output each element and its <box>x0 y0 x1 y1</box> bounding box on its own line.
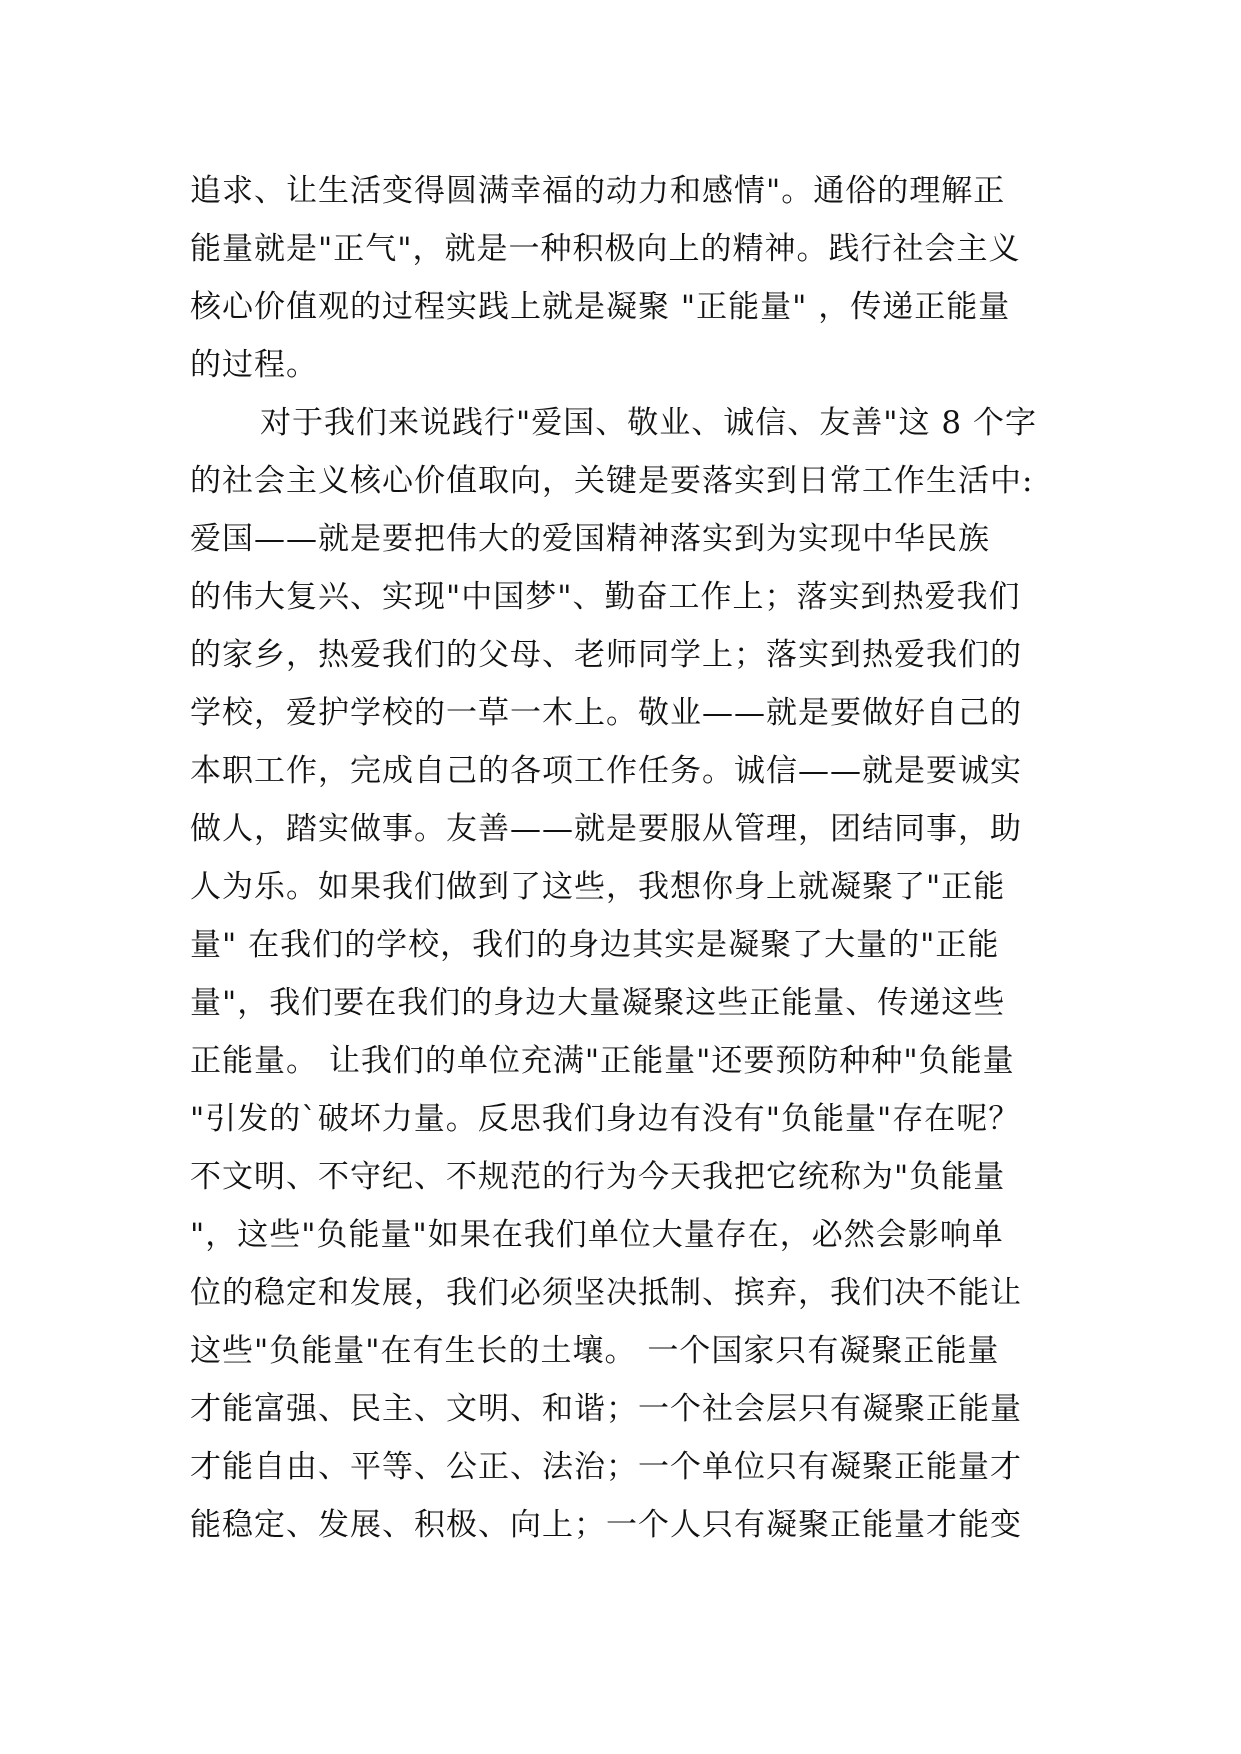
text-line: "，这些"负能量"如果在我们单位大量存在，必然会影响单 <box>190 1217 1004 1253</box>
body-text <box>190 162 1050 1554</box>
text-line: "引发的`破坏力量。反思我们身边有没有"负能量"存在呢？ <box>190 1101 1021 1137</box>
text-line: 正能量。 让我们的单位充满"正能量"还要预防种种"负能量 <box>190 1043 1015 1079</box>
text-line: 位的稳定和发展，我们必须坚决抵制、摈弃，我们决不能让 <box>190 1275 1022 1311</box>
text-line: 才能自由、平等、公正、法治；一个单位只有凝聚正能量才 <box>190 1449 1022 1485</box>
text-line: 学校，爱护学校的一草一木上。敬业——就是要做好自己的 <box>190 695 1022 731</box>
text-line: 的社会主义核心价值取向，关键是要落实到日常工作生活中: <box>190 463 1034 499</box>
text-line: 核心价值观的过程实践上就是凝聚 "正能量" ，传递正能量 <box>190 289 1011 325</box>
text-line: 能量就是"正气"，就是一种积极向上的精神。践行社会主义 <box>190 231 1021 267</box>
text-line: 追求、让生活变得圆满幸福的动力和感情"。通俗的理解正 <box>190 173 1006 209</box>
text-line: 的过程。 <box>190 347 318 383</box>
text-line: 量"，我们要在我们的身边大量凝聚这些正能量、传递这些 <box>190 985 1006 1021</box>
text-line: 的家乡，热爱我们的父母、老师同学上；落实到热爱我们的 <box>190 637 1022 673</box>
text-line: 这些"负能量"在有生长的土壤。 一个国家只有凝聚正能量 <box>190 1333 1000 1369</box>
text-line: 量" 在我们的学校，我们的身边其实是凝聚了大量的"正能 <box>190 927 1000 963</box>
paragraph-first-line: 对于我们来说践行"爱国、敬业、诚信、友善"这 8 个字 <box>260 405 1037 441</box>
text-line: 人为乐。如果我们做到了这些，我想你身上就凝聚了"正能 <box>190 869 1006 905</box>
text-line: 做人，踏实做事。友善——就是要服从管理，团结同事，助 <box>190 811 1022 847</box>
text-line: 的伟大复兴、实现"中国梦"、勤奋工作上；落实到热爱我们 <box>190 579 1021 615</box>
text-line: 才能富强、民主、文明、和谐；一个社会层只有凝聚正能量 <box>190 1391 1022 1427</box>
text-line: 不文明、不守纪、不规范的行为今天我把它统称为"负能量 <box>190 1159 1006 1195</box>
text-line: 能稳定、发展、积极、向上；一个人只有凝聚正能量才能变 <box>190 1507 1022 1543</box>
text-line: 本职工作，完成自己的各项工作任务。诚信——就是要诚实 <box>190 753 1022 789</box>
text-line: 爱国——就是要把伟大的爱国精神落实到为实现中华民族 <box>190 521 990 557</box>
